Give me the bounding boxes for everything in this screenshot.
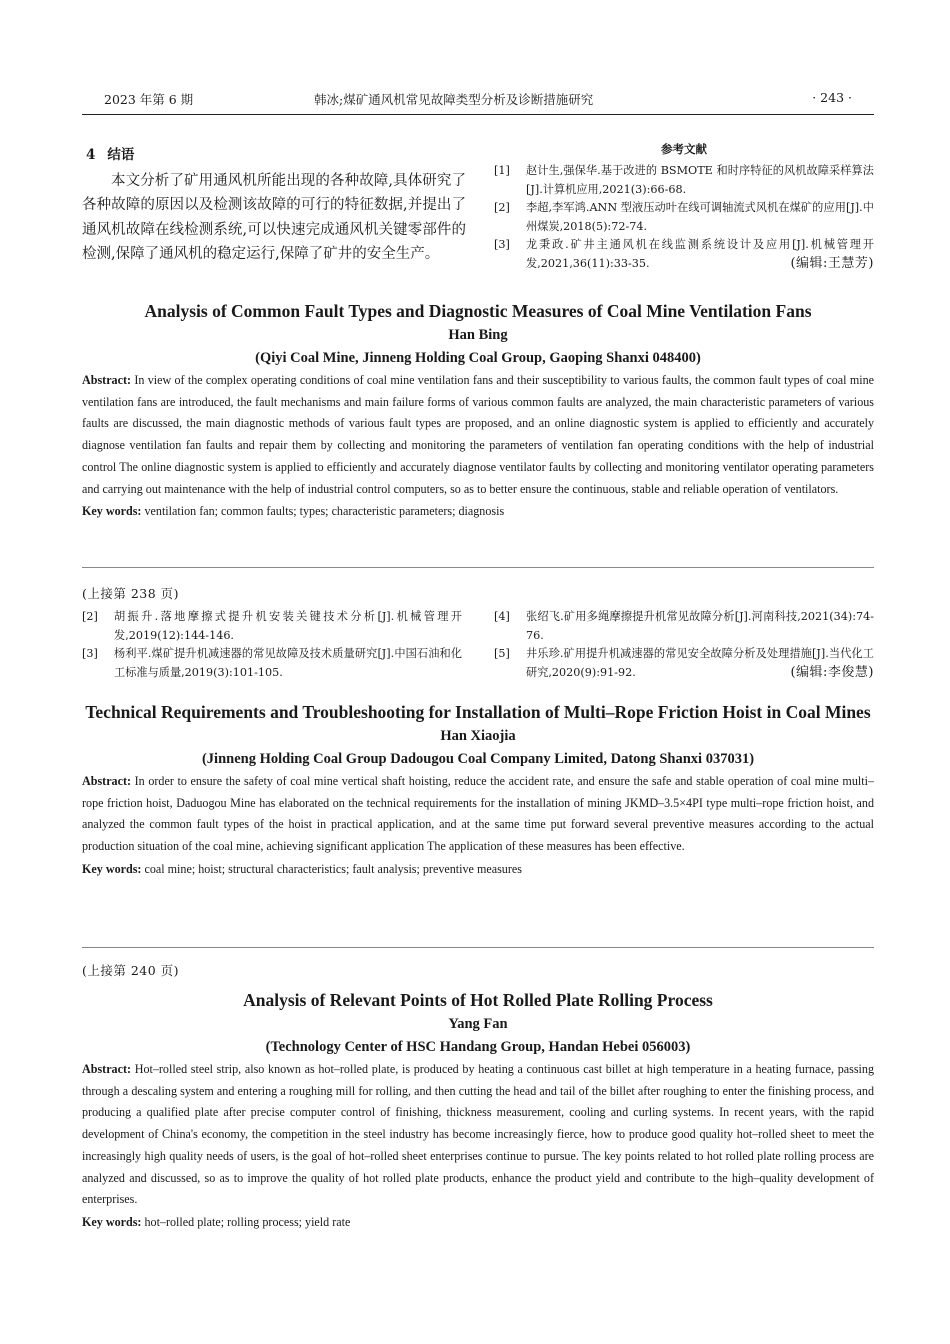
article2-abstract [82, 771, 874, 858]
keywords-label: Key words: [82, 504, 142, 519]
reference-item [494, 162, 874, 199]
article1-author: Han Bing [448, 327, 508, 343]
article1-affiliation: (Qiyi Coal Mine, Jinneng Holding Coal Group, Gaoping Shanxi 048400) [255, 350, 701, 366]
article3-author: Yang Fan [448, 1016, 508, 1032]
article2-abstract-block [82, 699, 874, 880]
continuation1-right-column [494, 608, 874, 682]
reference-item [82, 608, 462, 645]
article1-abstract-block [82, 298, 874, 522]
continuation2-label-block [82, 961, 874, 979]
reference-item [494, 236, 874, 273]
reference-text: 杨利平.煤矿提升机减速器的常见故障及技术质量研究[J].中国石油和化工标准与质量,2019(3):101-105. [114, 647, 462, 679]
article3-abstract [82, 1059, 874, 1211]
reference-number: [3] [82, 647, 98, 661]
references-title: 参考文献 [661, 142, 707, 156]
reference-number: [3] [494, 238, 510, 252]
editor-note: (编辑:李俊慧) [790, 664, 874, 680]
continuation-label: (上接第 238 页) [82, 586, 180, 601]
abstract-text: In order to ensure the safety of coal mine vertical shaft hoisting, reduce the accident rate, and ensure the safe and stable operation of coal mine multi–rope friction hoist, Daduogou Mine has elaborated on the technical requirements for the installation of mining JKMD–3.5×4PI type multi–rope friction hoist, and analyzed the common fault types of the hoist in practical application, and at the same time put forward several preventive measures according to the actual production situation of the coal mine, achieving significant application The application of these measures has been effective. [82, 774, 874, 854]
article2-keywords [82, 858, 874, 880]
reference-text: 赵计生,强保华.基于改进的 BSMOTE 和时序特征的风机故障采样算法[J].计算机应用,2021(3):66-68. [526, 164, 874, 196]
conclusion-body: 本文分析了矿用通风机所能出现的各种故障,具体研究了各种故障的原因以及检测该故障的可行的特征数据,并提出了通风机故障在线检测系统,可以快速完成通风机关键零部件的检测,保障了通风机的稳定运行,保障了矿井的安全生产。 [82, 173, 466, 263]
reference-item [494, 608, 874, 645]
article1-title: Analysis of Common Fault Types and Diagnostic Measures of Coal Mine Ventilation Fans [144, 301, 812, 321]
continuation-label: (上接第 240 页) [82, 963, 180, 978]
page-number: · 243 · [812, 90, 852, 105]
reference-text: 李超,李军鸿.ANN 型液压动叶在线可调轴流式风机在煤矿的应用[J].中州煤炭,2018(5):72-74. [526, 201, 874, 233]
article3-abstract-block [82, 987, 874, 1233]
reference-text: 张绍飞.矿用多绳摩擦提升机常见故障分析[J].河南科技,2021(34):74-76. [526, 610, 874, 642]
article3-keywords [82, 1211, 874, 1233]
reference-text: 井乐珍.矿用提升机减速器的常见安全故障分析及处理措施[J].当代化工研究,2020(9):91-92. [526, 647, 874, 679]
issue-label: 2023 年第 6 期 [104, 92, 194, 107]
abstract-label: Abstract: [82, 373, 132, 387]
article3-affiliation: (Technology Center of HSC Handang Group, Handan Hebei 056003) [265, 1039, 691, 1055]
keywords-label: Key words: [82, 861, 142, 876]
abstract-text: In view of the complex operating conditions of coal mine ventilation fans and their susceptibility to various faults, the common fault types of coal mine ventilation fans are introduced, the fault mechanisms and main failure forms of various common faults are analyzed, the main characteristic parameters of various faults are discussed, the main diagnostic methods of various fault types are proposed, and an online diagnostic system is applied to efficiently and accurately diagnose ventilation fan faults and repair them by collecting and monitoring the parameters of ventilation fan operating conditions with the help of industrial control The online diagnostic system is applied to efficiently and accurately diagnose ventilator faults by collecting and monitoring ventilator operating parameters and carrying out maintenance with the help of industrial control computers, so as to better ensure the continuous, stable and reliable operation of ventilators. [82, 373, 874, 496]
reference-number: [2] [494, 201, 510, 215]
continuation1-left-column [82, 608, 462, 682]
section-divider [82, 567, 874, 568]
keywords-text: hot–rolled plate; rolling process; yield rate [144, 1214, 351, 1229]
conclusion-section [82, 143, 466, 267]
reference-number: [2] [82, 610, 98, 623]
abstract-label: Abstract: [82, 1062, 132, 1076]
keywords-text: ventilation fan; common faults; types; characteristic parameters; diagnosis [144, 504, 505, 519]
header-rule [82, 114, 874, 115]
article3-title: Analysis of Relevant Points of Hot Rolled Plate Rolling Process [243, 990, 713, 1010]
article2-affiliation: (Jinneng Holding Coal Group Dadougou Coal Company Limited, Datong Shanxi 037031) [201, 751, 755, 767]
article1-abstract [82, 370, 874, 500]
section-number: 4 [86, 147, 96, 163]
keywords-label: Key words: [82, 1214, 142, 1229]
abstract-text: Hot–rolled steel strip, also known as hot–rolled plate, is produced by heating a continuous cast billet at high temperature in a heating furnace, passing through a descaling system and entering a roughing mill for rolling, and then cutting the head and tail of the billet after roughing to enter the finishing process, and producing a qualified plate after precise computer control of finishing, thickness measurement, cooling and curling systems. In recent years, with the rapid development of China's economy, the competition in the steel industry has become increasingly fierce, how to produce good quality hot–rolled sheet to meet the increasingly high quality needs of users, is the goal of hot–rolled sheet enterprises continue to pursue. The key points related to hot rolled plate rolling process are analyzed and discussed, so as to improve the quality of hot rolled plate products, enhance the product yield and contribute to the high–quality development of enterprises. [82, 1062, 874, 1207]
article2-author: Han Xiaojia [440, 728, 516, 744]
reference-number: [4] [494, 610, 510, 623]
running-title: 韩冰;煤矿通风机常见故障类型分析及诊断措施研究 [314, 92, 594, 107]
reference-number: [1] [494, 164, 510, 177]
running-header [82, 90, 874, 112]
article1-keywords [82, 500, 874, 522]
reference-item [494, 645, 874, 682]
editor-note: (编辑:王慧芳) [790, 255, 874, 271]
reference-text: 胡振升.落地摩擦式提升机安装关键技术分析[J].机械管理开发,2019(12):144-146. [114, 610, 462, 642]
article2-title: Technical Requirements and Troubleshooting for Installation of Multi–Rope Friction Hoist in Coal Mines [85, 702, 871, 722]
section-title: 结语 [107, 147, 135, 163]
section-heading [86, 143, 466, 163]
continuation1-label-block [82, 584, 874, 602]
reference-text: 龙秉政.矿井主通风机在线监测系统设计及应用[J].机械管理开发,2021,36(11):33-35. [526, 238, 874, 270]
references-section [494, 141, 874, 274]
reference-item [494, 199, 874, 236]
section-divider [82, 947, 874, 948]
keywords-text: coal mine; hoist; structural characteristics; fault analysis; preventive measures [144, 861, 522, 876]
reference-item [82, 645, 462, 682]
reference-number: [5] [494, 647, 510, 661]
abstract-label: Abstract: [82, 774, 132, 788]
